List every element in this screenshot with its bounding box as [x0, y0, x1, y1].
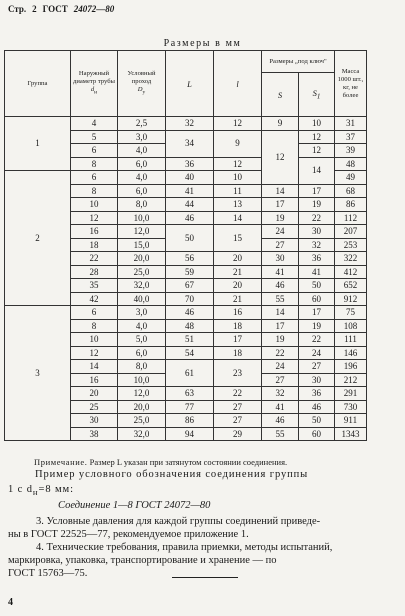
cell-S1: 32: [299, 238, 335, 252]
cell-L: 32: [166, 117, 214, 131]
cell-l: 21: [214, 292, 262, 306]
cell-l: 18: [214, 346, 262, 360]
cell-mass: 111: [335, 333, 367, 347]
cell-dn: 30: [71, 414, 118, 428]
cell-S: 24: [262, 225, 299, 239]
cell-mass: 1343: [335, 427, 367, 441]
cell-mass: 68: [335, 184, 367, 198]
cell-L: 70: [166, 292, 214, 306]
cell-L: 56: [166, 252, 214, 266]
cell-dn: 28: [71, 265, 118, 279]
cell-L: 46: [166, 211, 214, 225]
cell-l: 27: [214, 414, 262, 428]
cell-l: 17: [214, 333, 262, 347]
cell-S1: 12: [299, 144, 335, 158]
page-number: 4: [8, 597, 13, 608]
cell-L: 50: [166, 225, 214, 252]
cell-mass: 212: [335, 373, 367, 387]
cell-S1: 10: [299, 117, 335, 131]
cell-dy: 20,0: [118, 252, 166, 266]
cell-l: 15: [214, 225, 262, 252]
example-heading-cont: 1 с $d_н=8$ мм:: [8, 484, 74, 498]
cell-dy: 6,0: [118, 346, 166, 360]
header-mass: Масса 1000 шт., кг, не более: [335, 51, 367, 117]
header-wrench-sizes: Размеры „под ключ": [262, 51, 335, 73]
cell-dn: 8: [71, 319, 118, 333]
designation-example: Соединение 1—8 ГОСТ 24072—80: [58, 500, 211, 511]
cell-dn: 20: [71, 387, 118, 401]
cell-l: 20: [214, 279, 262, 293]
cell-S1: 50: [299, 414, 335, 428]
cell-S: 32: [262, 387, 299, 401]
cell-dn: 4: [71, 117, 118, 131]
cell-S: 27: [262, 373, 299, 387]
cell-S: 17: [262, 319, 299, 333]
footer-divider: [172, 577, 238, 578]
cell-dy: 15,0: [118, 238, 166, 252]
cell-dn: 12: [71, 211, 118, 225]
units-caption: Размеры в мм: [163, 38, 242, 49]
cell-dy: 25,0: [118, 414, 166, 428]
cell-S: 14: [262, 184, 299, 198]
cell-dy: 5,0: [118, 333, 166, 347]
cell-mass: 37: [335, 130, 367, 144]
header-group: Группа: [5, 51, 71, 117]
cell-dn: 14: [71, 360, 118, 374]
cell-mass: 730: [335, 400, 367, 414]
cell-dy: 4,0: [118, 144, 166, 158]
cell-S: 9: [262, 117, 299, 131]
cell-S1: 24: [299, 346, 335, 360]
cell-dn: 10: [71, 198, 118, 212]
cell-l: 22: [214, 387, 262, 401]
cell-L: 59: [166, 265, 214, 279]
cell-S: 22: [262, 346, 299, 360]
cell-dy: 4,0: [118, 171, 166, 185]
cell-dn: 25: [71, 400, 118, 414]
cell-dy: 40,0: [118, 292, 166, 306]
cell-mass: 207: [335, 225, 367, 239]
cell-S: 27: [262, 238, 299, 252]
header-l: l: [214, 51, 262, 117]
cell-L: 40: [166, 171, 214, 185]
cell-dy: 12,0: [118, 225, 166, 239]
cell-dn: 6: [71, 171, 118, 185]
cell-L: 54: [166, 346, 214, 360]
header-L: L: [166, 51, 214, 117]
cell-S1: 12: [299, 130, 335, 144]
paragraph-3: 3. Условные давления для каждой группы соединений приведе- ны в ГОСТ 22525—77, рекомендуемое приложение 1.: [8, 516, 321, 540]
cell-dn: 18: [71, 238, 118, 252]
cell-S: 24: [262, 360, 299, 374]
cell-l: 29: [214, 427, 262, 441]
cell-dn: 16: [71, 373, 118, 387]
dimensions-table: [4, 50, 367, 441]
header-S: S: [262, 73, 299, 117]
cell-dn: 38: [71, 427, 118, 441]
cell-dy: 8,0: [118, 360, 166, 374]
cell-dy: 32,0: [118, 279, 166, 293]
cell-dn: 6: [71, 144, 118, 158]
cell-S: 46: [262, 414, 299, 428]
cell-mass: 912: [335, 292, 367, 306]
page-header: [8, 4, 120, 14]
cell-dn: 8: [71, 157, 118, 171]
cell-mass: 911: [335, 414, 367, 428]
cell-dy: 25,0: [118, 265, 166, 279]
cell-S1: 30: [299, 225, 335, 239]
cell-mass: 412: [335, 265, 367, 279]
cell-dy: 2,5: [118, 117, 166, 131]
cell-S1: 41: [299, 265, 335, 279]
cell-S: 17: [262, 198, 299, 212]
table-note: [34, 457, 287, 467]
cell-mass: 75: [335, 306, 367, 320]
cell-S: 55: [262, 427, 299, 441]
cell-S1: 17: [299, 184, 335, 198]
table-row: [5, 306, 367, 320]
cell-l: 12: [214, 117, 262, 131]
cell-mass: 49: [335, 171, 367, 185]
cell-l: 21: [214, 265, 262, 279]
cell-dn: 10: [71, 333, 118, 347]
cell-S: 30: [262, 252, 299, 266]
cell-S: 12: [262, 130, 299, 184]
cell-L: 46: [166, 306, 214, 320]
cell-mass: 253: [335, 238, 367, 252]
group-cell: 1: [5, 117, 71, 171]
cell-L: 41: [166, 184, 214, 198]
cell-S1: 22: [299, 211, 335, 225]
cell-mass: 39: [335, 144, 367, 158]
cell-L: 63: [166, 387, 214, 401]
cell-dy: 8,0: [118, 198, 166, 212]
cell-L: 94: [166, 427, 214, 441]
cell-dn: 6: [71, 306, 118, 320]
cell-S1: 17: [299, 306, 335, 320]
cell-mass: 86: [335, 198, 367, 212]
cell-S1: 30: [299, 373, 335, 387]
cell-L: 86: [166, 414, 214, 428]
cell-S: 14: [262, 306, 299, 320]
group-cell: 2: [5, 171, 71, 306]
cell-L: 51: [166, 333, 214, 347]
cell-S: 19: [262, 333, 299, 347]
header-S1: $S_1$: [299, 73, 335, 117]
cell-dy: 6,0: [118, 184, 166, 198]
cell-L: 77: [166, 400, 214, 414]
cell-S1: 50: [299, 279, 335, 293]
cell-L: 61: [166, 360, 214, 387]
paragraph-4: 4. Технические требования, правила приемки, методы испытаний, маркировка, упаковка, транспортирование и хранение — по ГОСТ 15763—75.: [8, 542, 333, 579]
cell-S: 19: [262, 211, 299, 225]
cell-mass: 652: [335, 279, 367, 293]
cell-dy: 20,0: [118, 400, 166, 414]
cell-dn: 12: [71, 346, 118, 360]
cell-l: 18: [214, 319, 262, 333]
cell-L: 34: [166, 130, 214, 157]
cell-L: 36: [166, 157, 214, 171]
cell-mass: 48: [335, 157, 367, 171]
cell-l: 11: [214, 184, 262, 198]
cell-dy: 4,0: [118, 319, 166, 333]
cell-l: 20: [214, 252, 262, 266]
cell-S1: 36: [299, 252, 335, 266]
header-outer-diameter: Наружный диаметр трубы $d_н$: [71, 51, 118, 117]
cell-mass: 146: [335, 346, 367, 360]
cell-dn: 42: [71, 292, 118, 306]
cell-l: 12: [214, 157, 262, 171]
cell-l: 13: [214, 198, 262, 212]
standard-label: ГОСТ: [42, 4, 68, 14]
cell-S1: 60: [299, 427, 335, 441]
cell-mass: 291: [335, 387, 367, 401]
cell-S1: 19: [299, 198, 335, 212]
cell-S1: 27: [299, 360, 335, 374]
cell-mass: 31: [335, 117, 367, 131]
cell-dy: 3,0: [118, 306, 166, 320]
cell-l: 23: [214, 360, 262, 387]
note-label: Примечание.: [34, 457, 88, 467]
cell-S1: 19: [299, 319, 335, 333]
cell-l: 16: [214, 306, 262, 320]
cell-L: 48: [166, 319, 214, 333]
cell-dn: 5: [71, 130, 118, 144]
cell-S: 55: [262, 292, 299, 306]
group-cell: 3: [5, 306, 71, 441]
cell-L: 67: [166, 279, 214, 293]
cell-L: 44: [166, 198, 214, 212]
cell-S1: 22: [299, 333, 335, 347]
cell-l: 14: [214, 211, 262, 225]
note-text: Размер L указан при затянутом состоянии соединения.: [87, 457, 288, 467]
cell-S: 41: [262, 265, 299, 279]
cell-l: 27: [214, 400, 262, 414]
cell-S1: 46: [299, 400, 335, 414]
cell-dn: 16: [71, 225, 118, 239]
page-number-top: 2: [32, 4, 37, 14]
standard-number: 24072—80: [73, 4, 115, 14]
cell-mass: 108: [335, 319, 367, 333]
cell-dy: 3,0: [118, 130, 166, 144]
cell-S1: 36: [299, 387, 335, 401]
cell-mass: 322: [335, 252, 367, 266]
table-row: [5, 117, 367, 131]
cell-dy: 10,0: [118, 211, 166, 225]
cell-S1: 14: [299, 157, 335, 184]
cell-dn: 35: [71, 279, 118, 293]
cell-mass: 112: [335, 211, 367, 225]
example-heading: Пример условного обозначения соединения группы: [35, 469, 309, 480]
cell-l: 10: [214, 171, 262, 185]
cell-l: 9: [214, 130, 262, 157]
cell-S: 46: [262, 279, 299, 293]
cell-dn: 8: [71, 184, 118, 198]
page-label: Стр.: [8, 4, 27, 14]
cell-dy: 12,0: [118, 387, 166, 401]
cell-S: 41: [262, 400, 299, 414]
cell-dn: 22: [71, 252, 118, 266]
cell-dy: 10,0: [118, 373, 166, 387]
cell-dy: 32,0: [118, 427, 166, 441]
cell-dy: 6,0: [118, 157, 166, 171]
cell-mass: 196: [335, 360, 367, 374]
header-nominal-bore: Условный проход $D_у$: [118, 51, 166, 117]
cell-S1: 60: [299, 292, 335, 306]
